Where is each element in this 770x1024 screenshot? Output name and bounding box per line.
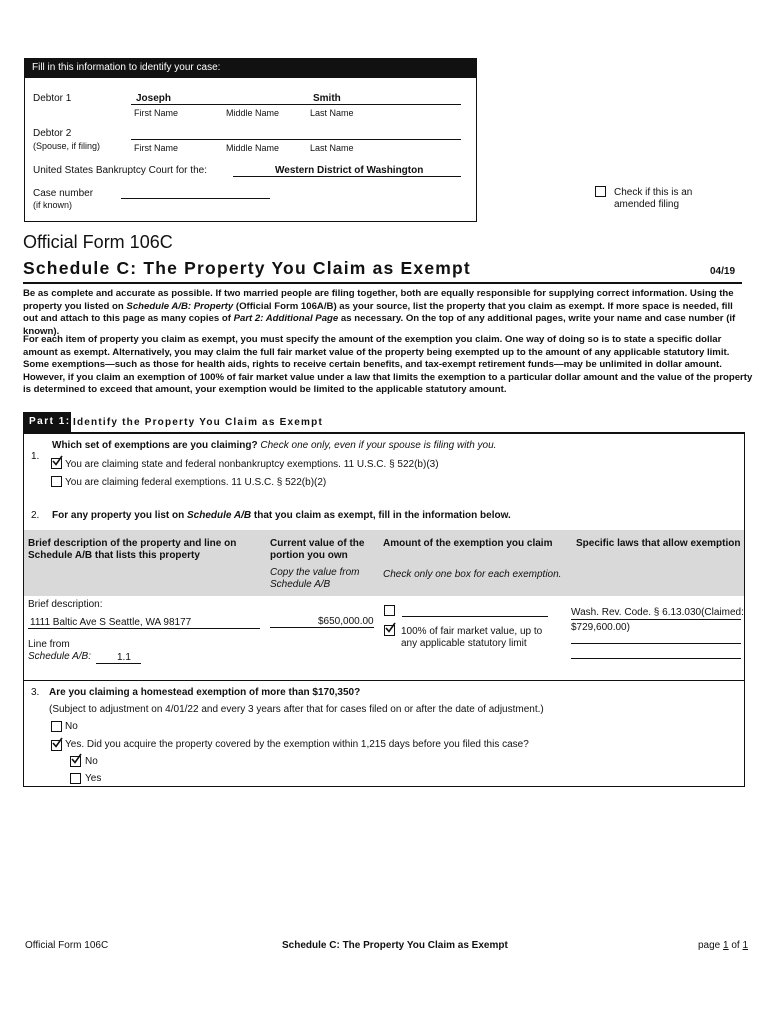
q3-no-label: No: [65, 721, 78, 732]
schedule-ab-label: Schedule A/B:: [28, 651, 92, 662]
q3-sub-no-label: No: [85, 756, 98, 767]
description-underline: [28, 628, 260, 629]
col-current-value-sub: Copy the value from Schedule A/B: [270, 567, 360, 590]
debtor1-middle-caption: Middle Name: [226, 108, 280, 118]
q2-number: 2.: [31, 510, 40, 521]
intro-paragraph-1: Be as complete and accurate as possible. If two married people are filing together, both are equally responsible for supplying correct information. Using the property you listed on Schedule A/B: Property (Official Form 106A/B) as your source, list the property that you claim as exempt. If more space is needed, fill out and attach to this page as many copies of Part 2: Additional Page as necessary. On the top of any additional pages, write your name and case number (if known).: [23, 288, 736, 337]
debtor1-label: Debtor 1: [33, 93, 72, 104]
court-label: United States Bankruptcy Court for the:: [33, 165, 207, 176]
part1-title: Identify the Property You Claim as Exempt: [73, 417, 323, 428]
case-info-header: Fill in this information to identify your case:: [24, 58, 477, 78]
case-number-sublabel: (if known): [33, 200, 73, 210]
debtor2-underline[interactable]: [131, 139, 461, 140]
court-value[interactable]: Western District of Washington: [275, 165, 424, 176]
q3-number: 3.: [31, 687, 40, 698]
law-underline-2: [571, 643, 741, 644]
q1-option-state: You are claiming state and federal nonbankruptcy exemptions. 11 U.S.C. § 522(b)(3): [65, 459, 439, 470]
debtor1-first-name[interactable]: Joseph: [136, 93, 172, 104]
court-underline: [233, 176, 461, 177]
brief-description-label: Brief description:: [28, 599, 103, 610]
q1-number: 1.: [31, 451, 40, 462]
col-description-header: Brief description of the property and line on Schedule A/B that lists this property: [28, 538, 237, 561]
debtor1-first-caption: First Name: [134, 108, 179, 118]
checkmark-icon: [52, 737, 63, 748]
property-description[interactable]: 1111 Baltic Ave S Seattle, WA 98177: [30, 617, 192, 628]
title-rule: [23, 282, 742, 284]
col-current-value-header: Current value of the portion you own: [270, 538, 365, 561]
q3-subtext: (Subject to adjustment on 4/01/22 and every 3 years after that for cases filed on or after the date of adjustment.): [49, 704, 544, 715]
q3-yes-label: Yes. Did you acquire the property covered by the exemption within 1,215 days before you filed this case?: [65, 739, 529, 750]
law-line2[interactable]: $729,600.00): [571, 622, 630, 633]
footer-title: Schedule C: The Property You Claim as Exempt: [282, 940, 508, 951]
form-title: Schedule C: The Property You Claim as Exempt: [23, 258, 471, 278]
debtor2-last-caption: Last Name: [310, 143, 354, 153]
col-exemption-amount-sub: Check only one box for each exemption.: [383, 569, 562, 580]
checkmark-icon: [385, 622, 396, 633]
law-underline-3: [571, 658, 741, 659]
intro-paragraph-2: For each item of property you claim as exempt, you must specify the amount of the exemption you claim. One way of doing so is to state a specific dollar amount as exempt. Alternatively, you may claim the full fair market value of the property being exempted up to the amount of any applicable statutory limit. Some exemptions—such as those for health aids, rights to receive certain benefits, and tax-exempt retirement funds—may be unlimited in dollar amount. However, if you claim an exemption of 100% of fair market value under a law that limits the exemption to a particular dollar amount and the value of the property is determined to exceed that amount, your exemption would be limited to the applicable statutory amount.: [23, 334, 753, 395]
fmv-option-line1: 100% of fair market value, up to: [401, 626, 543, 637]
law-underline-1: [571, 619, 741, 620]
debtor2-label: Debtor 2: [33, 128, 72, 139]
form-version: 04/19: [710, 266, 736, 277]
exemption-dollar-checkbox[interactable]: [384, 605, 395, 616]
line-number-underline: [96, 663, 141, 664]
debtor2-first-caption: First Name: [134, 143, 179, 153]
case-number-label: Case number: [33, 188, 94, 199]
amended-filing-line1: Check if this is an: [614, 187, 693, 198]
checkmark-icon: [71, 753, 82, 764]
exemption-dollar-input[interactable]: [402, 616, 548, 617]
q3-sub-yes-label: Yes: [85, 773, 102, 784]
current-value[interactable]: $650,000.00: [318, 616, 374, 627]
line-from-label: Line from: [28, 639, 70, 650]
q3-question: Are you claiming a homestead exemption of more than $170,350?: [49, 687, 361, 698]
debtor1-last-name[interactable]: Smith: [313, 93, 341, 104]
footer-page-number: page 1 of 1: [698, 940, 749, 951]
q3-sub-yes-checkbox[interactable]: [70, 773, 81, 784]
q1-option-federal: You are claiming federal exemptions. 11 U.S.C. § 522(b)(2): [65, 477, 327, 488]
footer-form-number: Official Form 106C: [25, 940, 109, 951]
checkmark-icon: [52, 455, 63, 466]
debtor2-sublabel: (Spouse, if filing): [33, 141, 101, 151]
col-laws-header: Specific laws that allow exemption: [576, 538, 741, 549]
fmv-option-line2: any applicable statutory limit: [401, 638, 527, 649]
q3-no-checkbox[interactable]: [51, 721, 62, 732]
amended-filing-line2: amended filing: [614, 199, 680, 210]
current-value-underline: [270, 627, 374, 628]
schedule-ab-line-number[interactable]: 1.1: [117, 652, 131, 663]
debtor2-middle-caption: Middle Name: [226, 143, 280, 153]
case-number-input[interactable]: [121, 198, 270, 199]
debtor1-underline: [131, 104, 461, 105]
part1-label: Part 1:: [23, 412, 71, 432]
col-exemption-amount-header: Amount of the exemption you claim: [383, 538, 553, 549]
q1-question: Which set of exemptions are you claiming? Check one only, even if your spouse is filing with you.: [52, 440, 497, 451]
debtor1-last-caption: Last Name: [310, 108, 354, 118]
q3-divider: [24, 680, 744, 681]
q2-question: For any property you list on Schedule A/B that you claim as exempt, fill in the information below.: [52, 510, 511, 521]
amended-filing-checkbox[interactable]: [595, 186, 606, 197]
law-line1[interactable]: Wash. Rev. Code. § 6.13.030(Claimed:: [571, 607, 744, 618]
official-form-number: Official Form 106C: [23, 232, 173, 252]
q1-federal-checkbox[interactable]: [51, 476, 62, 487]
